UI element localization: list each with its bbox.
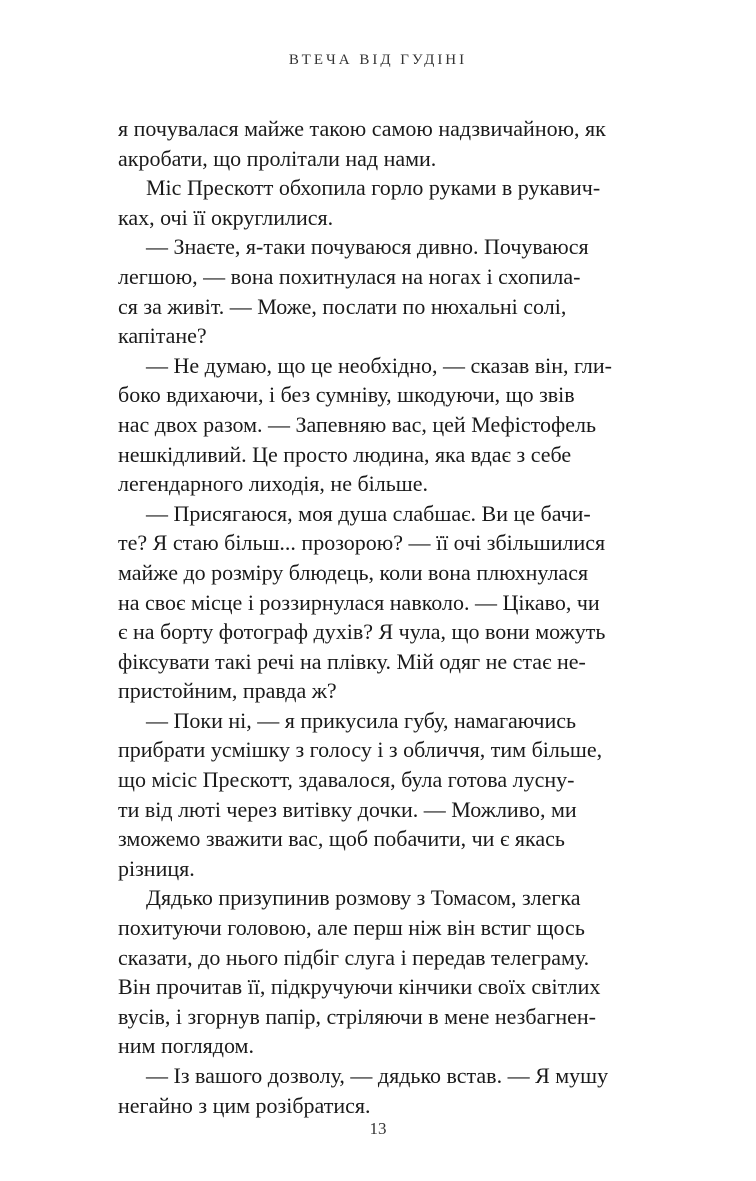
running-head-title: ВТЕЧА ВІД ГУДІНІ (288, 52, 468, 68)
text-line: на своє місце і роззирнулася навколо. — Цікаво, чи (118, 589, 600, 615)
text-line: — Із вашого дозволу, — дядько встав. — Я мушу (146, 1063, 609, 1088)
text-line: Дядько призупинив розмову з Томасом, злегка (146, 885, 581, 911)
text-line: що місіс Прескотт, здавалося, була готова лусну- (118, 767, 575, 793)
text-line: вусів, і згорнув папір, стріляючи в мене незбагнен- (118, 1003, 596, 1029)
body-text (118, 114, 638, 1120)
text-line: похитуючи головою, але перш ніж він встиг щось (118, 915, 585, 941)
paragraph (118, 499, 638, 706)
text-line: ках, очі її округлилися. (118, 204, 334, 230)
text-line: ним поглядом. (118, 1033, 254, 1059)
paragraph (118, 173, 638, 232)
text-line: акробати, що пролітали над нами. (118, 145, 437, 171)
paragraph (118, 883, 638, 1061)
text-line: майже до розміру блюдець, коли вона плюхнулася (118, 559, 589, 585)
paragraph (118, 351, 638, 499)
text-line: те? Я стаю більш... прозорою? — її очі збільшилися (118, 530, 606, 556)
paragraph (118, 232, 638, 350)
text-line: — Знаєте, я-таки почуваюся дивно. Почуваюся (146, 234, 589, 260)
text-line: я почувалася майже такою самою надзвичайною, як (118, 116, 606, 141)
text-line: фіксувати такі речі на плівку. Мій одяг не стає не- (118, 648, 586, 674)
text-line: — Не думаю, що це необхідно, — сказав він, гли- (146, 352, 612, 378)
text-line: різниця. (118, 855, 195, 881)
text-line: зможемо зважити вас, щоб побачити, чи є якась (118, 826, 565, 852)
text-line: нешкідливий. Це просто людина, яка вдає з себе (118, 441, 572, 467)
text-line: пристойним, правда ж? (118, 678, 337, 704)
text-line: ся за живіт. — Може, послати по нюхальні солі, (118, 293, 567, 319)
text-line: легендарного лиходія, не більше. (118, 471, 428, 497)
text-line: боко вдихаючи, і без сумніву, шкодуючи, що звів (118, 382, 575, 408)
paragraph (118, 706, 638, 884)
paragraph (118, 1061, 638, 1120)
paragraph (118, 114, 638, 173)
text-line: — Поки ні, — я прикусила губу, намагаючись (146, 707, 577, 733)
text-line: легшою, — вона похитнулася на ногах і схопила- (118, 263, 581, 289)
text-line: капітане? (118, 323, 207, 349)
text-line: Міс Прескотт обхопила горло руками в рукавич- (146, 175, 601, 201)
page-number: 13 (369, 1119, 387, 1138)
text-line: ти від люті через витівку дочки. — Можливо, ми (118, 796, 577, 822)
text-line: Він прочитав її, підкручуючи кінчики своїх світлих (118, 974, 601, 1000)
text-line: негайно з цим розібратися. (118, 1092, 371, 1118)
text-line: сказати, до нього підбіг слуга і передав телеграму. (118, 944, 590, 970)
text-line: є на борту фотограф духів? Я чула, що вони можуть (118, 619, 606, 645)
text-line: нас двох разом. — Запевняю вас, цей Мефістофель (118, 411, 596, 437)
text-line: — Присягаюся, моя душа слабшає. Ви це бачи- (146, 500, 591, 526)
text-line: прибрати усмішку з голосу і з обличчя, тим більше, (118, 737, 603, 763)
